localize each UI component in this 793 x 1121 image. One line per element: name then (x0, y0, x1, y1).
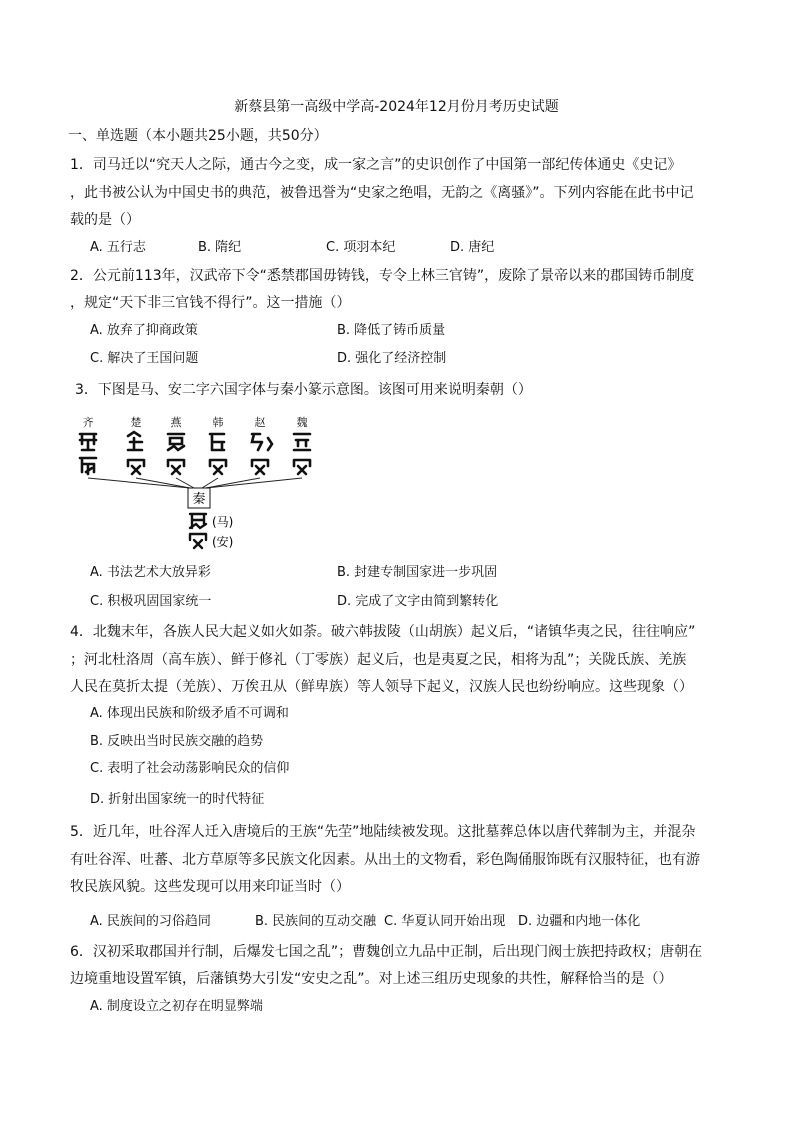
state-zhao: 赵 (254, 416, 266, 429)
q4-line-1: 4．北魏末年，各族人民大起义如火如荼。破六韩拔陵（山胡族）起义后，“诸镇华夷之民，往往响应” (70, 624, 696, 640)
q2-option-d[interactable]: D. 强化了经济控制 (337, 351, 447, 366)
q5-option-a[interactable]: A. 民族间的习俗趋同 (90, 914, 211, 929)
q3-option-a[interactable]: A. 书法艺术大放异彩 (90, 565, 211, 580)
q1-line-1: 1．司马迁以“究天人之际，通古今之变，成一家之言”的史识创作了中国第一部纪传体通史《史记》 (70, 157, 682, 173)
q6-line-2: 边境重地设置军镇，后藩镇势大引发“安史之乱”。对上述三组历史现象的共性，解释恰当的是（） (70, 971, 673, 987)
q1-option-b[interactable]: B. 隋纪 (198, 240, 242, 255)
q2-line-2: ，规定“天下非三官钱不得行”。这一措施（） (70, 295, 351, 311)
q1-line-3: 载的是（） (70, 212, 140, 228)
q2-option-a[interactable]: A. 放弃了抑商政策 (90, 323, 198, 338)
q5-line-2: 有吐谷浑、吐蕃、北方草原等多民族文化因素。从出土的文物看，彩色陶俑服饰既有汉服特征，也有游 (70, 852, 700, 868)
state-yan: 燕 (170, 416, 182, 429)
q4-line-2: ；河北杜洛周（高车族）、鲜于修礼（丁零族）起义后，也是夷夏之民，相将为乱”；关陇氐族、羌族 (70, 652, 687, 668)
q5-line-1: 5．近几年，吐谷浑人迁入唐境后的王族“先茔”地陆续被发现。这批墓葬总体以唐代葬制为主，并混杂 (70, 824, 696, 840)
q1-option-a[interactable]: A. 五行志 (90, 240, 146, 255)
q5-option-b[interactable]: B. 民族间的互动交融 (255, 914, 377, 929)
ma-label: (马) (212, 515, 234, 529)
q4-line-3: 人民在莫折太提（羌族）、万俟丑从（鲜卑族）等人领导下起义，汉族人民也纷纷响应。这些现象（） (70, 679, 693, 695)
q6-option-a[interactable]: A. 制度设立之初存在明显弊端 (90, 999, 263, 1014)
seal-script-glyphs (190, 514, 206, 548)
q4-option-c[interactable]: C. 表明了社会动荡影响民众的信仰 (90, 761, 290, 776)
an-glyph-row (80, 458, 310, 474)
state-wei: 魏 (296, 416, 308, 429)
q3-option-d[interactable]: D. 完成了文字由简到繁转化 (337, 594, 499, 609)
state-han: 韩 (212, 416, 224, 429)
q1-line-2: ，此书被公认为中国史书的典范，被鲁迅誉为“史家之绝唱，无韵之《离骚》”。下列内容能在此书中记 (70, 185, 694, 201)
q4-option-a[interactable]: A. 体现出民族和阶级矛盾不可调和 (90, 706, 289, 721)
q2-option-c[interactable]: C. 解决了王国问题 (90, 351, 199, 366)
q5-option-d[interactable]: D. 边疆和内地一体化 (518, 914, 641, 929)
q6-line-1: 6．汉初采取郡国并行制，后爆发七国之乱”；曹魏创立九品中正制，后出现门阀士族把持政权；唐朝在 (70, 944, 703, 960)
q2-line-1: 2．公元前113年，汉武帝下令“悉禁郡国毋铸钱，专令上林三官铸”，废除了景帝以来的郡国铸币制度 (70, 268, 695, 284)
q5-option-c[interactable]: C. 华夏认同开始出现 (384, 914, 506, 929)
q1-option-c[interactable]: C. 项羽本纪 (326, 240, 396, 255)
q5-line-3: 牧民族风貌。这些发现可以用来印证当时（） (70, 879, 350, 895)
q3-option-c[interactable]: C. 积极巩固国家统一 (90, 594, 212, 609)
exam-title: 新蔡县第一高级中学高-2024年12月份月考历史试题 (234, 99, 559, 115)
state-qi: 齐 (82, 416, 94, 429)
q3-line-1: 3．下图是马、安二字六国字体与秦小篆示意图。该图可用来说明秦朝（） (75, 382, 532, 398)
connector-lines (88, 478, 302, 488)
q1-option-d[interactable]: D. 唐纪 (450, 240, 495, 255)
q4-option-b[interactable]: B. 反映出当时民族交融的趋势 (90, 734, 264, 749)
q2-option-b[interactable]: B. 降低了铸币质量 (337, 323, 446, 338)
section-heading: 一、单选题（本小题共25小题，共50分） (68, 128, 328, 144)
q4-option-d[interactable]: D. 折射出国家统一的时代特征 (90, 792, 265, 807)
q3-option-b[interactable]: B. 封建专制国家进一步巩固 (337, 565, 498, 580)
qin-label: 秦 (192, 492, 206, 507)
state-chu: 楚 (130, 416, 142, 429)
script-evolution-figure (76, 412, 336, 552)
ma-glyph-row (80, 432, 310, 450)
an-label: (安) (212, 535, 234, 549)
